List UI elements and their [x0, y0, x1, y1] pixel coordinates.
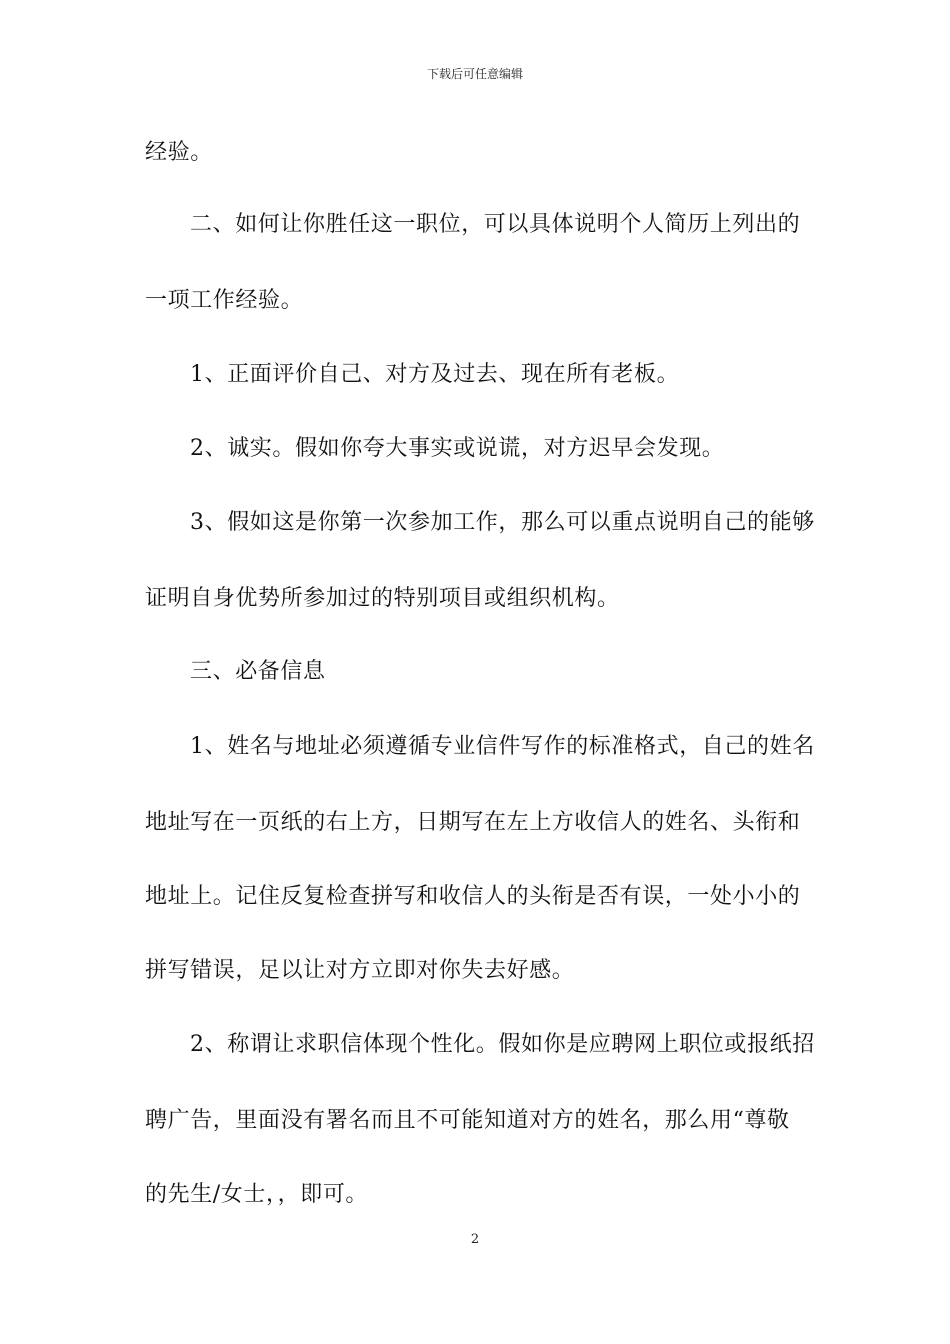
text-line: 经验。 [145, 140, 213, 165]
text-line: 聘广告，里面没有署名而且不可能知道对方的姓名，那么用“尊敬 [145, 1108, 790, 1133]
list-item: 2、称谓让求职信体现个性化。假如你是应聘网上职位或报纸招 [190, 1032, 815, 1057]
text-line: 拼写错误，足以让对方立即对你失去好感。 [145, 958, 575, 983]
text-line: 地址上。记住反复检查拼写和收信人的头衔是否有误，一处小小的 [145, 884, 801, 909]
list-item: 1、正面评价自己、对方及过去、现在所有老板。 [190, 362, 680, 387]
text-line: 的先生/女士，，即可。 [145, 1182, 369, 1207]
list-item: 1、姓名与地址必须遵循专业信件写作的标准格式，自己的姓名 [190, 734, 815, 759]
list-item: 2、诚实。假如你夸大事实或说谎，对方迟早会发现。 [190, 436, 725, 461]
list-item: 3、假如这是你第一次参加工作，那么可以重点说明自己的能够 [190, 510, 815, 535]
section-heading-2: 二、如何让你胜任这一职位，可以具体说明个人简历上列出的 [190, 212, 801, 237]
page-number: 2 [470, 1232, 480, 1247]
page-header: 下载后可任意编辑 [426, 67, 523, 81]
text-line: 证明自身优势所参加过的特别项目或组织机构。 [145, 586, 620, 611]
text-line: 地址写在一页纸的右上方，日期写在左上方收信人的姓名、头衔和 [145, 810, 801, 835]
section-heading-3: 三、必备信息 [190, 659, 326, 684]
text-line: 一项工作经验。 [145, 288, 304, 313]
